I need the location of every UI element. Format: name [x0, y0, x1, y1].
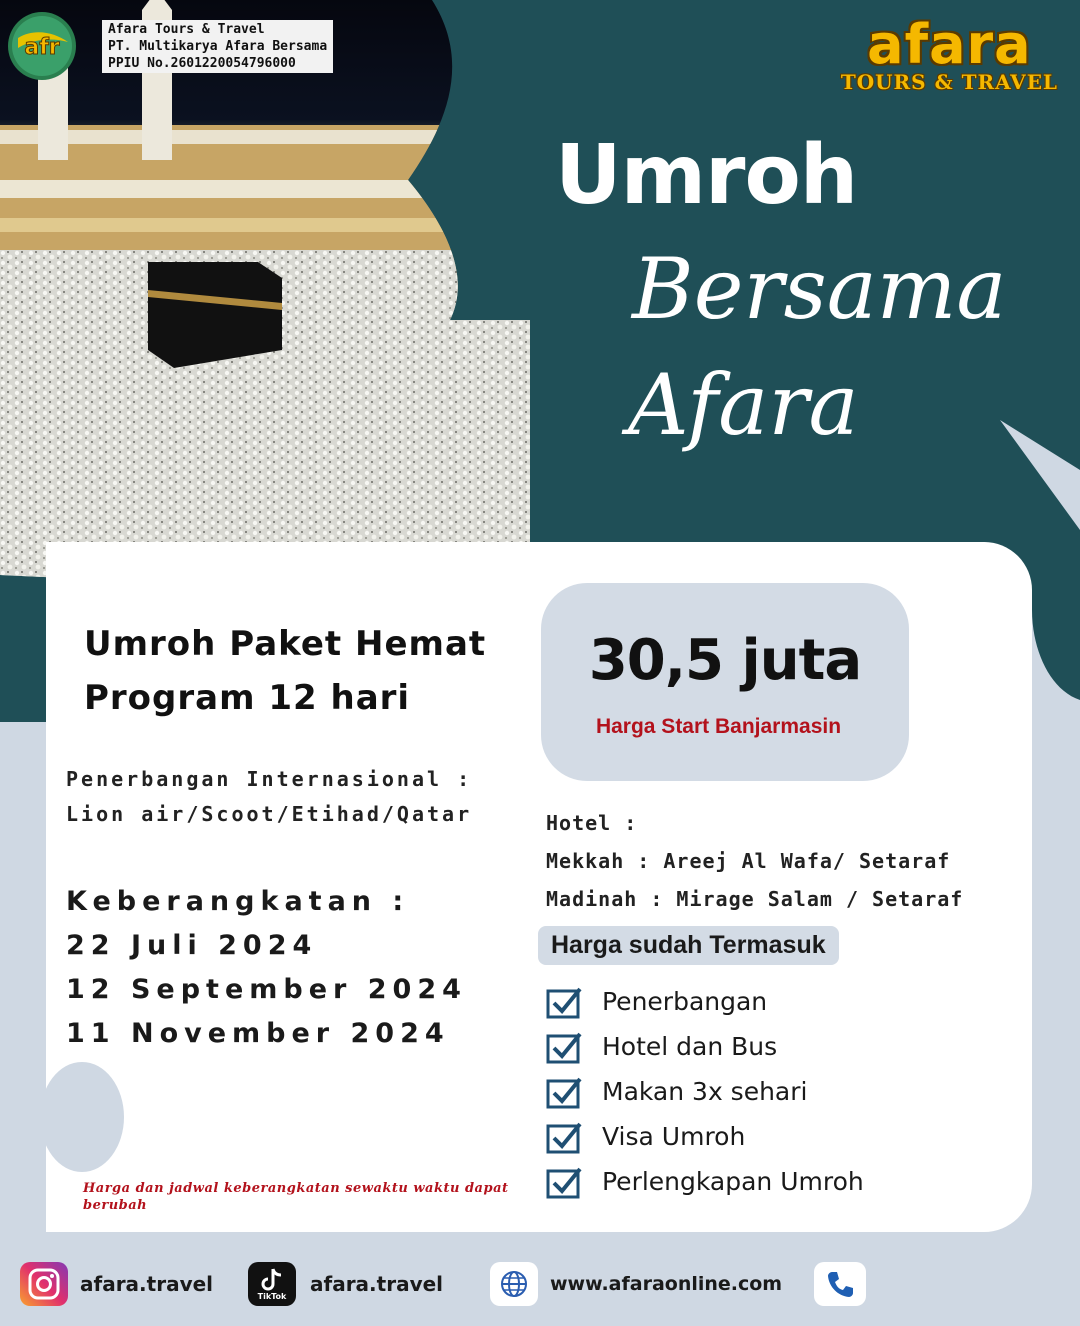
headline-bersama: Bersama [632, 240, 1007, 338]
tiktok-link[interactable] [248, 1262, 443, 1306]
checkbox-icon [546, 1075, 584, 1109]
departure-section [66, 880, 467, 1056]
website-link[interactable] [490, 1262, 782, 1306]
list-item [546, 1114, 864, 1159]
included-item-label: Visa Umroh [602, 1122, 746, 1151]
hotel-label: Hotel : [546, 811, 638, 835]
price-value: 30,5 juta [588, 628, 862, 693]
departure-date: 11 November 2024 [66, 1018, 450, 1049]
package-title [84, 617, 486, 725]
website-url: www.afaraonline.com [550, 1273, 783, 1295]
flight-label: Penerbangan Internasional : [66, 767, 473, 791]
phone-button[interactable] [814, 1262, 866, 1306]
package-duration: Program 12 hari [84, 678, 411, 718]
checkbox-icon [546, 1165, 584, 1199]
included-item-label: Perlengkapan Umroh [602, 1167, 864, 1196]
checkbox-icon [546, 1120, 584, 1154]
company-info [102, 20, 333, 73]
company-license: PPIU No.2601220054796000 [108, 56, 296, 71]
brand-name: afara [867, 13, 1032, 76]
tiktok-handle: afara.travel [310, 1272, 444, 1296]
tiktok-icon [248, 1262, 296, 1306]
tiktok-caption: TikTok [257, 1292, 287, 1301]
brand-tagline: TOURS & TRAVEL [840, 70, 1058, 94]
included-list [546, 979, 864, 1204]
departure-label: Keberangkatan : [66, 886, 410, 917]
instagram-icon [20, 1262, 68, 1306]
headline-afara: Afara [628, 356, 859, 454]
company-logo [4, 8, 80, 84]
package-name: Umroh Paket Hemat [84, 624, 487, 664]
list-item [546, 979, 864, 1024]
hotel-madinah: Madinah : Mirage Salam / Setaraf [546, 887, 964, 911]
headline-umroh: Umroh [555, 128, 858, 223]
included-item-label: Hotel dan Bus [602, 1032, 778, 1061]
hotel-mekkah: Mekkah : Areej Al Wafa/ Setaraf [546, 849, 951, 873]
list-item [546, 1024, 864, 1069]
hotel-section [546, 804, 963, 918]
disclaimer: Harga dan jadwal keberangkatan sewaktu waktu dapat berubah [83, 1181, 509, 1213]
card-notch [40, 1062, 124, 1172]
included-item-label: Penerbangan [602, 987, 768, 1016]
phone-icon [825, 1269, 855, 1299]
globe-icon [490, 1262, 538, 1306]
list-item [546, 1159, 864, 1204]
instagram-handle: afara.travel [80, 1272, 214, 1296]
company-name: Afara Tours & Travel [108, 22, 265, 37]
brand-logo [840, 13, 1058, 94]
instagram-link[interactable] [20, 1262, 213, 1306]
flight-airlines: Lion air/Scoot/Etihad/Qatar [66, 802, 473, 826]
company-legal-name: PT. Multikarya Afara Bersama [108, 39, 328, 54]
checkbox-icon [546, 1030, 584, 1064]
checkbox-icon [546, 985, 584, 1019]
departure-date: 12 September 2024 [66, 974, 467, 1005]
included-item-label: Makan 3x sehari [602, 1077, 808, 1106]
price-subtitle: Harga Start Banjarmasin [595, 715, 842, 738]
departure-date: 22 Juli 2024 [66, 930, 318, 961]
logo-text: afr [24, 35, 60, 60]
included-title: Harga sudah Termasuk [538, 926, 839, 965]
list-item [546, 1069, 864, 1114]
